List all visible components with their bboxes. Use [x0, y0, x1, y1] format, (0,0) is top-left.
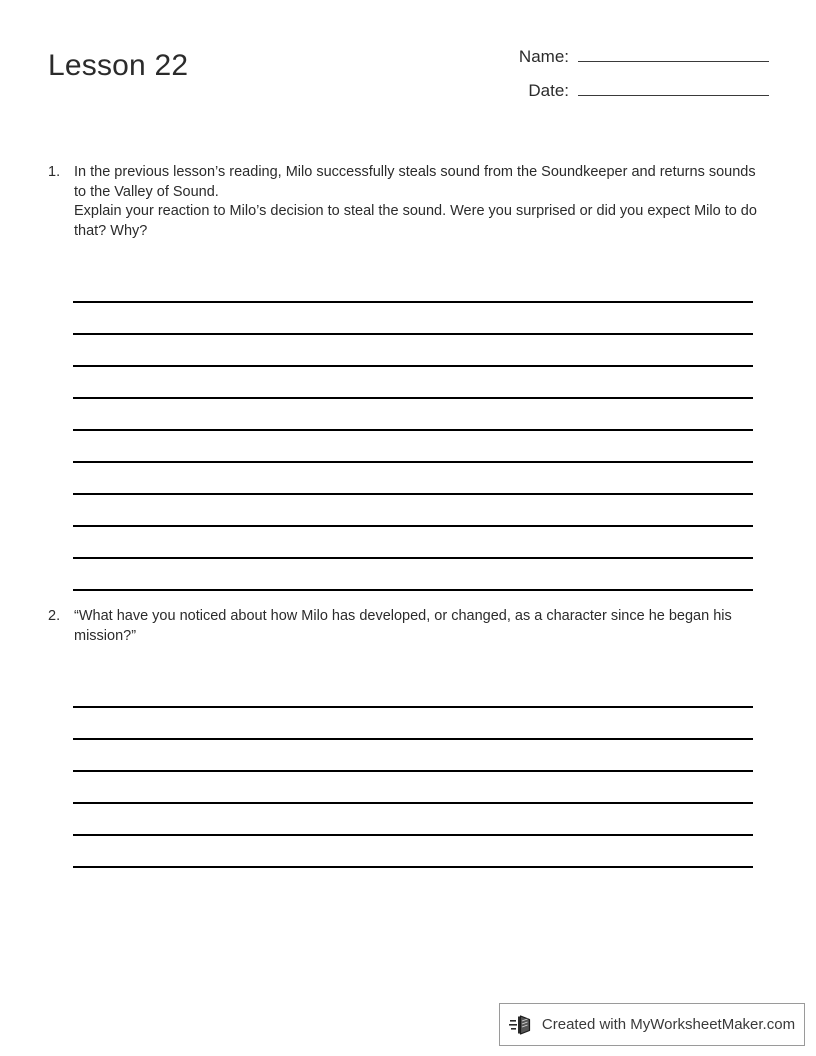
- answer-lines-group[interactable]: [73, 271, 753, 591]
- date-input[interactable]: [578, 78, 769, 96]
- answer-line[interactable]: [73, 740, 753, 772]
- question-paragraph: In the previous lesson’s reading, Milo successfully steals sound from the Soundkeeper and returns sounds to the Valley of Sound.: [74, 164, 756, 200]
- answer-line[interactable]: [73, 708, 753, 740]
- worksheet-maker-badge[interactable]: [499, 1003, 805, 1046]
- answer-line[interactable]: [73, 676, 753, 708]
- answer-line[interactable]: [73, 367, 753, 399]
- answer-line[interactable]: [73, 804, 753, 836]
- name-field-label: Name:: [518, 47, 569, 66]
- question-text: [74, 163, 768, 241]
- question-number: 2.: [48, 608, 61, 624]
- answer-line[interactable]: [73, 772, 753, 804]
- question-header: [48, 163, 768, 241]
- question-paragraph: “What have you noticed about how Milo has developed, or changed, as a character since he began his mission?”: [74, 608, 732, 644]
- page-title: Lesson 22: [48, 49, 189, 82]
- answer-line[interactable]: [73, 335, 753, 367]
- name-field-row: [499, 44, 769, 67]
- date-field-row: [499, 78, 769, 101]
- answer-line[interactable]: [73, 271, 753, 303]
- question-paragraph: Explain your reaction to Milo’s decision to steal the sound. Were you surprised or did you expect Milo to do that? Why?: [74, 203, 757, 239]
- student-info-fields: [499, 44, 769, 112]
- question-item: [48, 163, 768, 241]
- question-text: [74, 607, 768, 646]
- answer-line[interactable]: [73, 559, 753, 591]
- answer-line[interactable]: [73, 431, 753, 463]
- name-input[interactable]: [578, 44, 769, 62]
- answer-line[interactable]: [73, 836, 753, 868]
- answer-line[interactable]: [73, 527, 753, 559]
- worksheet-maker-logo-icon: [509, 1013, 535, 1037]
- answer-line[interactable]: [73, 495, 753, 527]
- question-item: [48, 607, 768, 646]
- answer-line[interactable]: [73, 399, 753, 431]
- answer-lines-group[interactable]: [73, 676, 753, 868]
- question-number: 1.: [48, 164, 61, 180]
- badge-label: Created with MyWorksheetMaker.com: [541, 1016, 796, 1033]
- answer-line[interactable]: [73, 303, 753, 335]
- answer-line[interactable]: [73, 463, 753, 495]
- date-field-label: Date:: [528, 81, 569, 100]
- question-header: [48, 607, 768, 646]
